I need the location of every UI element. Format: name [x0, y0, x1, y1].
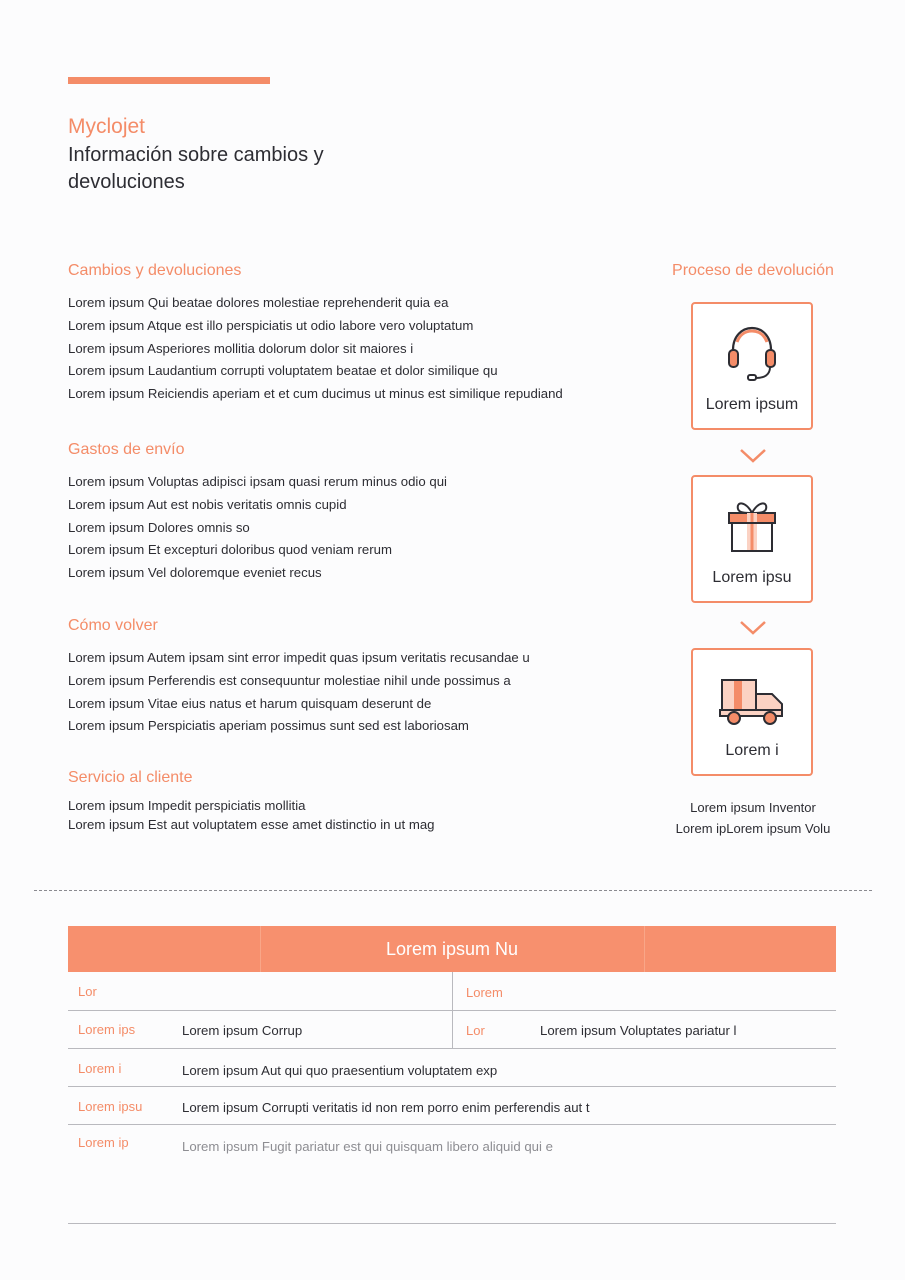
table-bottom-rule	[68, 1223, 836, 1224]
dashed-divider	[34, 890, 872, 891]
section-line: Lorem ipsum Voluptas adipisci ipsam quasi rerum minus odio qui	[68, 474, 447, 489]
brand-name: Myclojet	[68, 115, 146, 138]
section-cambios	[68, 262, 628, 406]
section-line: Lorem ipsum Vitae eius natus et harum quisquam deserunt de	[68, 695, 432, 711]
section-title: Servicio al cliente	[68, 769, 193, 786]
table-header-title: Lorem ipsum Nu	[385, 938, 519, 959]
process-note	[655, 797, 851, 839]
section-line: Lorem ipsum Aut est nobis veritatis omnis cupid	[68, 496, 347, 512]
table-cell-key: Lorem ipsu	[78, 1099, 143, 1114]
table-cell-key: Lorem i	[78, 1061, 122, 1076]
process-step-label: Lorem i	[725, 742, 779, 759]
section-line: Lorem ipsum Vel doloremque eveniet recus	[68, 565, 322, 581]
table-row	[68, 1087, 836, 1125]
table-cell-key: Lorem ip	[78, 1135, 129, 1150]
section-como-volver	[68, 617, 628, 738]
section-line: Lorem ipsum Atque est illo perspiciatis ut odio labore vero voluptatum	[68, 317, 474, 333]
headset-icon	[693, 320, 811, 386]
section-title: Cambios y devoluciones	[68, 262, 242, 279]
process-note-line: Lorem ipLorem ipsum Volu	[675, 821, 831, 836]
section-title: Cómo volver	[68, 617, 158, 634]
table-row	[68, 1011, 836, 1049]
table-cell-value: Lorem ipsum Corrup	[182, 1023, 303, 1038]
section-line: Lorem ipsum Dolores omnis so	[68, 519, 250, 535]
process-step-2	[691, 475, 813, 603]
header-segment-divider	[644, 926, 645, 972]
table-cell-key: Lorem ips	[78, 1022, 136, 1037]
accent-bar	[68, 77, 270, 84]
process-step-label: Lorem ipsum	[705, 396, 799, 413]
section-line: Lorem ipsum Est aut voluptatem esse amet distinctio in ut mag	[68, 816, 435, 832]
chevron-down-icon	[738, 618, 768, 638]
section-gastos	[68, 441, 628, 585]
section-title: Gastos de envío	[68, 441, 185, 458]
section-line: Lorem ipsum Impedit perspiciatis mollitia	[68, 798, 306, 813]
table-cell-key: Lorem	[466, 985, 503, 1000]
process-title: Proceso de devolución	[672, 262, 834, 279]
table-row	[68, 1049, 836, 1087]
process-step-label: Lorem ipsu	[712, 569, 792, 586]
table-cell-key: Lor	[466, 1023, 485, 1038]
section-line: Lorem ipsum Et excepturi doloribus quod veniam rerum	[68, 542, 392, 558]
section-line: Lorem ipsum Qui beatae dolores molestiae reprehenderit quia ea	[68, 295, 449, 310]
section-line: Lorem ipsum Laudantium corrupti voluptatem beatae et dolor similique qu	[68, 363, 498, 379]
section-line: Lorem ipsum Perspiciatis aperiam possimus sunt sed est laboriosam	[68, 718, 469, 734]
section-line: Lorem ipsum Asperiores mollitia dolorum dolor sit maiores i	[68, 340, 414, 356]
process-step-1	[691, 302, 813, 430]
table-cell-key: Lor	[78, 984, 97, 999]
process-note-line: Lorem ipsum Inventor	[690, 800, 816, 815]
header-segment-divider	[260, 926, 261, 972]
page-title: Información sobre cambios y devoluciones	[68, 144, 324, 193]
delivery-truck-icon	[693, 666, 811, 732]
gift-box-icon	[693, 493, 811, 559]
table-header	[68, 926, 836, 972]
section-line: Lorem ipsum Reiciendis aperiam et et cum ducimus ut minus est similique repudiand	[68, 386, 563, 402]
table-cell-value: Lorem ipsum Aut qui quo praesentium voluptatem exp	[182, 1063, 498, 1078]
chevron-down-icon	[738, 446, 768, 466]
section-servicio	[68, 769, 628, 834]
table-cell-value: Lorem ipsum Corrupti veritatis id non rem porro enim perferendis aut t	[182, 1100, 590, 1115]
section-line: Lorem ipsum Autem ipsam sint error impedit quas ipsum veritatis recusandae u	[68, 650, 530, 665]
table-row	[68, 1125, 836, 1185]
table-cell-value: Lorem ipsum Fugit pariatur est qui quisquam libero aliquid qui e	[182, 1139, 553, 1154]
section-line: Lorem ipsum Perferendis est consequuntur molestiae nihil unde possimus a	[68, 672, 511, 688]
table-cell-value: Lorem ipsum Voluptates pariatur l	[540, 1023, 737, 1038]
process-step-3	[691, 648, 813, 776]
